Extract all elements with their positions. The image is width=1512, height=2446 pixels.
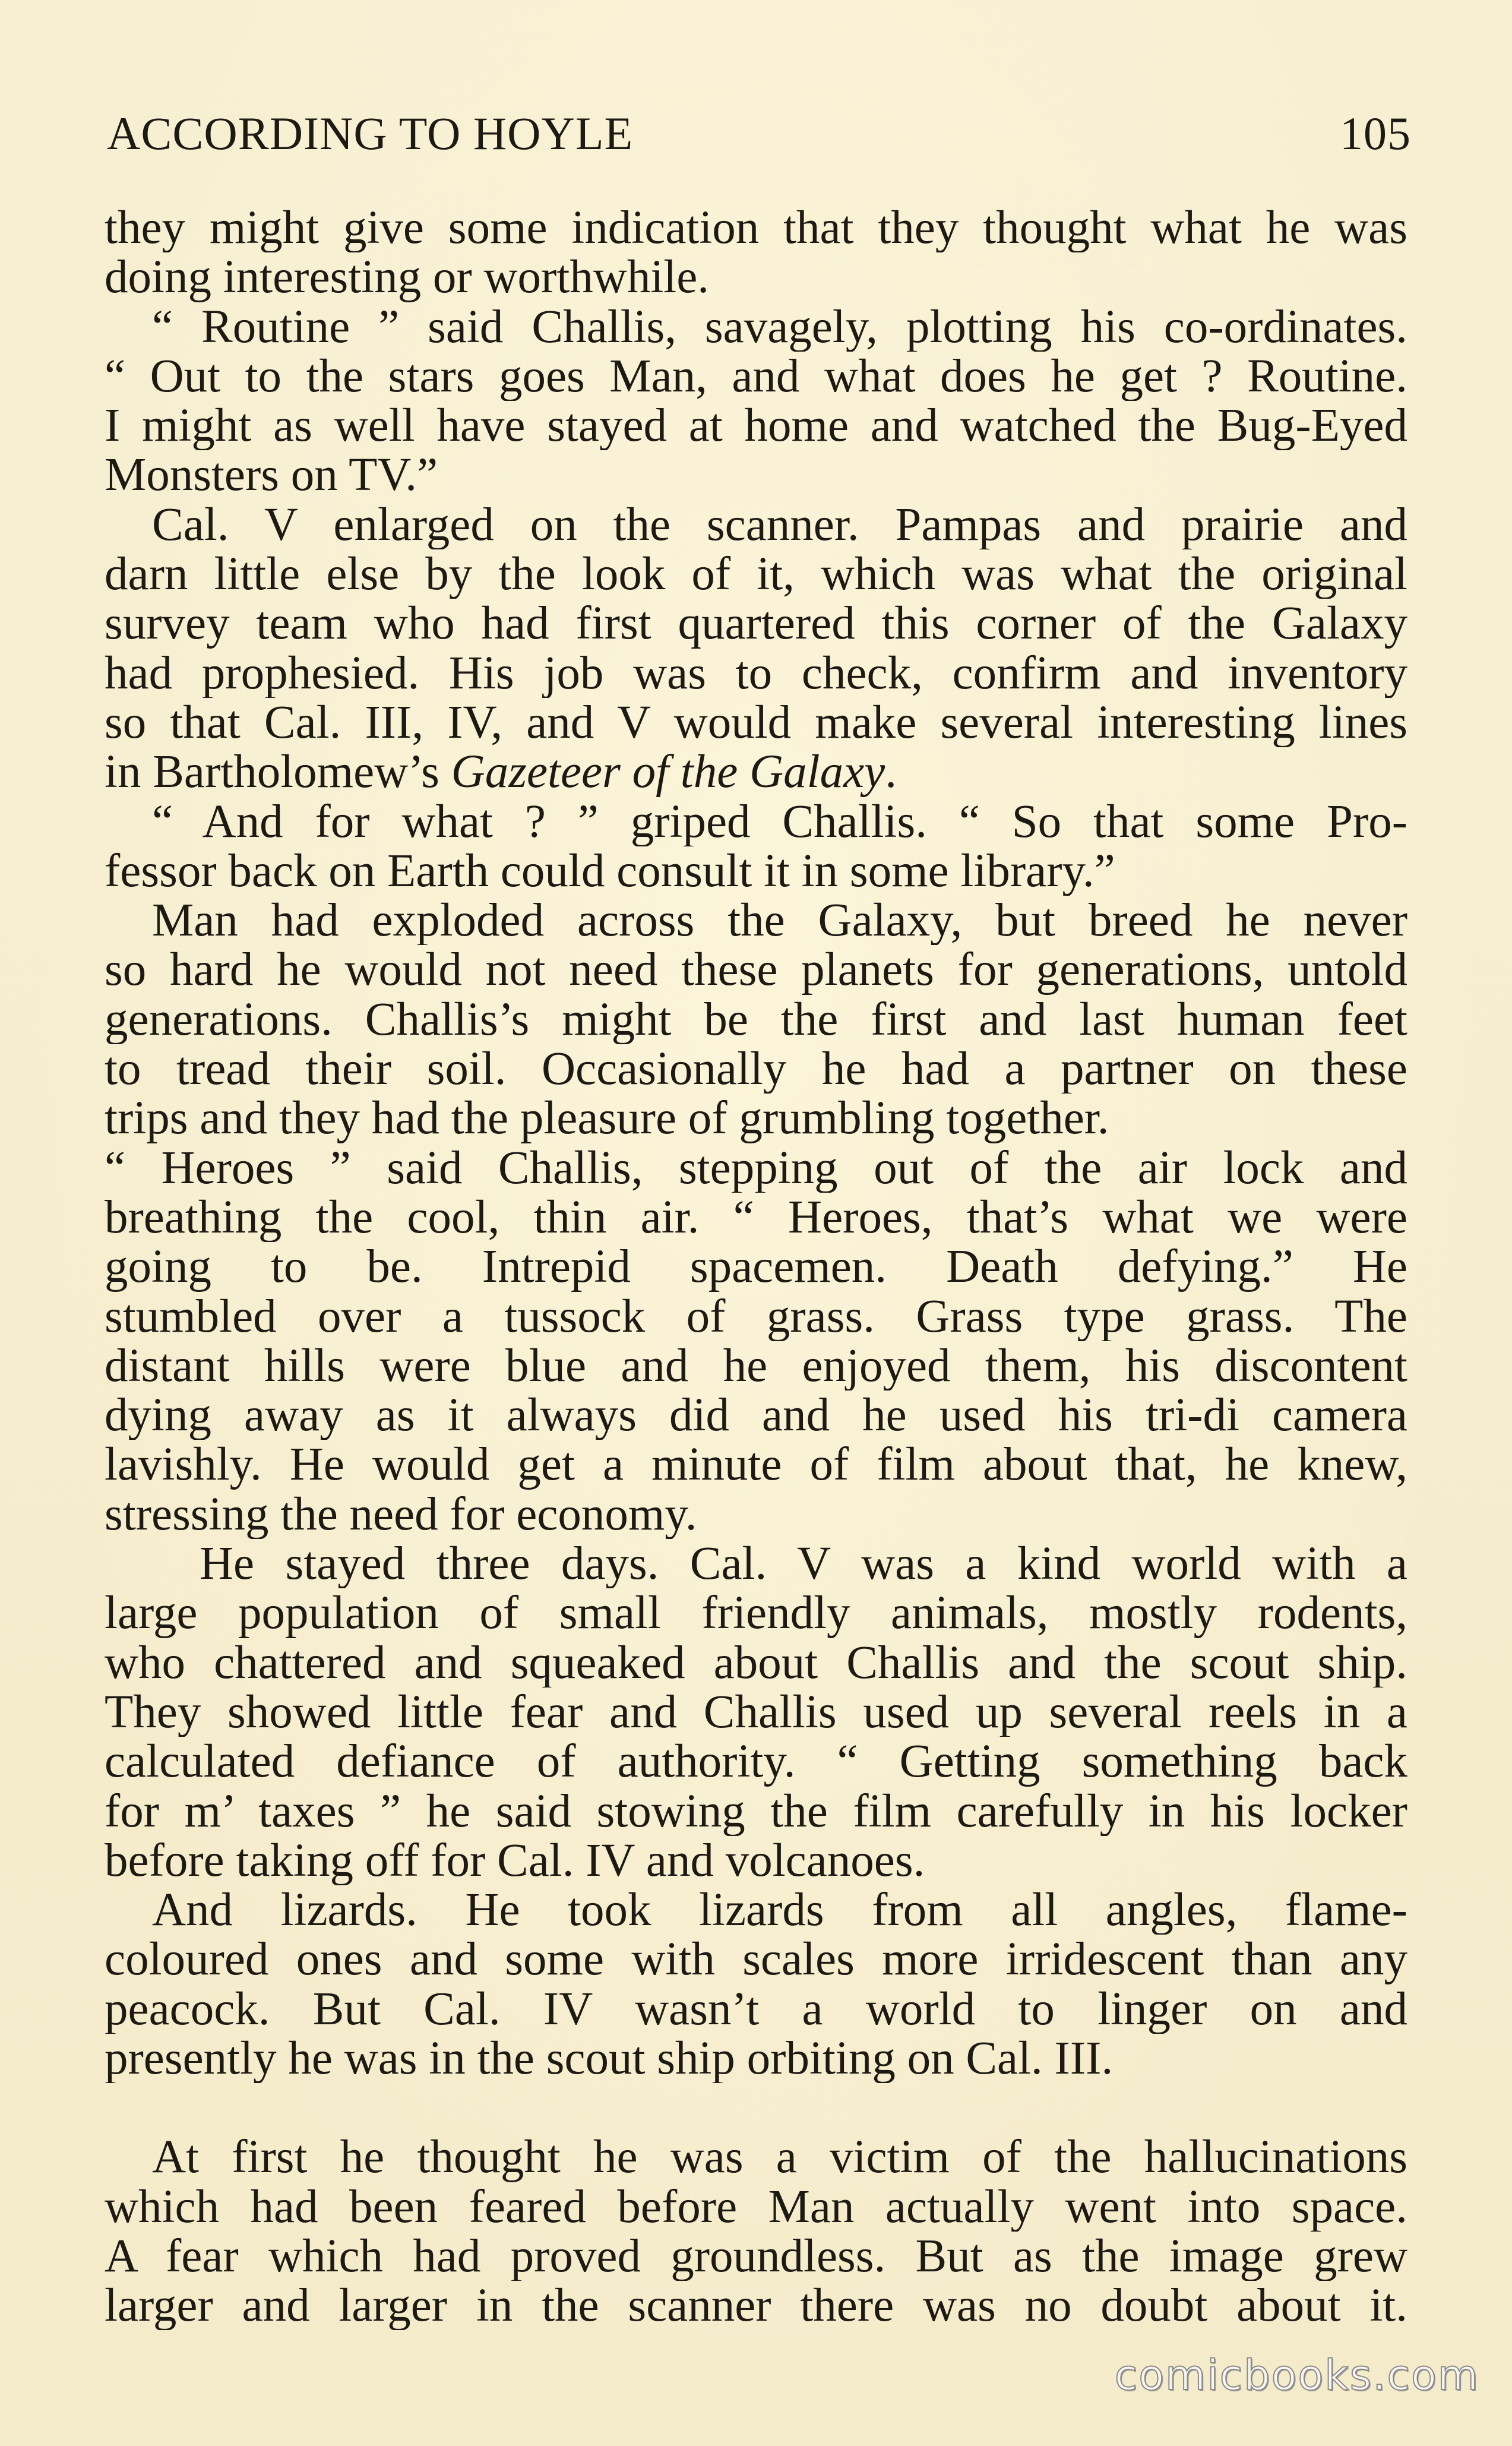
page-number: 105 [1340, 108, 1411, 159]
text-line [105, 1539, 1407, 1588]
text-line-content: larger and larger in the scanner there was no doubt about it. [105, 2281, 1407, 2331]
text-line [105, 945, 1407, 994]
text-line-content: breathing the cool, thin air. “ Heroes, that’s what we were [105, 1192, 1407, 1243]
text-line [105, 649, 1407, 698]
text-line-content: stumbled over a tussock of grass. Grass type grass. The [105, 1291, 1407, 1341]
text-line-content: darn little else by the look of it, which was what the original [105, 549, 1407, 599]
running-title: ACCORDING TO HOYLE [107, 108, 634, 159]
text-line-content: And lizards. He took lizards from all angles, flame- [152, 1885, 1407, 1935]
paragraph-gap [105, 2083, 1407, 2132]
text-line-content: who chattered and squeaked about Challis and the scout ship. [105, 1638, 1407, 1687]
text-line-tail: . [885, 747, 897, 797]
text-line [105, 1292, 1407, 1341]
text-line-content: generations. Challis’s might be the first and last human feet [105, 994, 1407, 1045]
text-line-content: going to be. Intrepid spacemen. Death defying.” He [105, 1242, 1407, 1292]
text-line [105, 1391, 1407, 1440]
text-line [105, 698, 1407, 747]
text-line [105, 252, 1407, 302]
text-line [105, 2034, 1407, 2083]
text-line-content: had prophesied. His job was to check, confirm and inventory [105, 648, 1407, 698]
text-line [105, 302, 1407, 352]
text-line [105, 1984, 1407, 2034]
text-line-content: they might give some indication that they thought what he was [105, 203, 1407, 253]
text-line-content: dying away as it always did and he used his tri-di camera [105, 1391, 1407, 1440]
text-line-content: lavishly. He would get a minute of film about that, he knew, [105, 1440, 1407, 1490]
text-line [105, 1638, 1407, 1687]
book-title-italic: Gazeteer of the Galaxy [451, 747, 885, 797]
text-line-content: so hard he would not need these planets for generations, untold [105, 945, 1407, 995]
text-line-content: which had been feared before Man actually went into space. [105, 2182, 1407, 2232]
text-line [105, 1935, 1407, 1984]
text-line-content: survey team who had first quartered this corner of the Galaxy [105, 599, 1407, 649]
text-line [105, 2232, 1407, 2281]
watermark: comicbooks.com [1114, 2351, 1479, 2400]
text-line-content: Cal. V enlarged on the scanner. Pampas and prairie and [152, 500, 1407, 550]
body-text [105, 203, 1407, 2330]
text-line [105, 747, 1407, 797]
text-line-content: peacock. But Cal. IV wasn’t a world to linger on and [105, 1984, 1407, 2034]
text-line [105, 797, 1407, 846]
text-line-content: “ Out to the stars goes Man, and what does he get ? Routine. [105, 351, 1407, 402]
text-line [105, 1143, 1407, 1193]
text-line [105, 401, 1407, 450]
text-line-content: “ Heroes ” said Challis, stepping out of the air lock and [105, 1143, 1407, 1193]
text-line [105, 1044, 1407, 1094]
page-header [107, 101, 1411, 166]
text-line-content: trips and they had the pleasure of grumbling together. [105, 1094, 1109, 1143]
text-line-content: so that Cal. III, IV, and V would make several interesting lines [105, 697, 1407, 748]
text-line-content: to tread their soil. Occasionally he had a partner on these [105, 1044, 1407, 1094]
text-line [105, 1094, 1407, 1143]
text-line [105, 549, 1407, 599]
text-line [105, 1440, 1407, 1489]
text-line [105, 352, 1407, 401]
text-line [105, 995, 1407, 1044]
text-line-content: large population of small friendly animals, mostly rodents, [105, 1588, 1407, 1638]
text-line-content: for m’ taxes ” he said stowing the film carefully in his locker [105, 1786, 1407, 1836]
text-line [105, 450, 1407, 500]
text-line-content: fessor back on Earth could consult it in some library.” [105, 846, 1115, 896]
text-line [105, 1737, 1407, 1786]
text-line-content: calculated defiance of authority. “ Getting something back [105, 1737, 1407, 1787]
text-line-content: presently he was in the scout ship orbiting on Cal. III. [105, 2033, 1114, 2084]
text-line-content: A fear which had proved groundless. But as the image grew [105, 2231, 1407, 2281]
text-line-content: “ And for what ? ” griped Challis. “ So that some Pro- [152, 797, 1407, 846]
text-line [105, 2132, 1407, 2182]
text-line-content: They showed little fear and Challis used up several reels in a [105, 1687, 1407, 1737]
text-line [105, 846, 1407, 896]
text-line-content: distant hills were blue and he enjoyed them, his discontent [105, 1341, 1407, 1391]
text-line-content: in Bartholomew’s [105, 747, 451, 797]
text-line [105, 1836, 1407, 1885]
text-line [105, 2281, 1407, 2330]
text-line-content: Monsters on TV.” [105, 450, 438, 500]
text-line [105, 2182, 1407, 2232]
text-line [105, 1193, 1407, 1242]
text-line [105, 599, 1407, 648]
text-line-content: coloured ones and some with scales more irridescent than any [105, 1935, 1407, 1984]
text-line [105, 1490, 1407, 1539]
text-line-content: doing interesting or worthwhile. [105, 252, 710, 302]
text-line-content: stressing the need for economy. [105, 1489, 697, 1540]
text-line [105, 1787, 1407, 1836]
text-line-content: Man had exploded across the Galaxy, but breed he never [152, 896, 1407, 946]
text-line-content: At first he thought he was a victim of the hallucinations [152, 2132, 1407, 2182]
text-line [105, 1588, 1407, 1638]
text-line-content: before taking off for Cal. IV and volcanoes. [105, 1835, 925, 1886]
text-line [105, 1687, 1407, 1737]
text-line [105, 500, 1407, 549]
text-line-content: I might as well have stayed at home and watched the Bug-Eyed [105, 401, 1407, 451]
text-line [105, 1341, 1407, 1391]
text-line [105, 896, 1407, 945]
text-line-content: He stayed three days. Cal. V was a kind world with a [200, 1539, 1407, 1589]
text-line [105, 1242, 1407, 1291]
text-line [105, 1885, 1407, 1935]
text-line [105, 203, 1407, 252]
text-line-content: “ Routine ” said Challis, savagely, plotting his co-ordinates. [152, 302, 1407, 352]
